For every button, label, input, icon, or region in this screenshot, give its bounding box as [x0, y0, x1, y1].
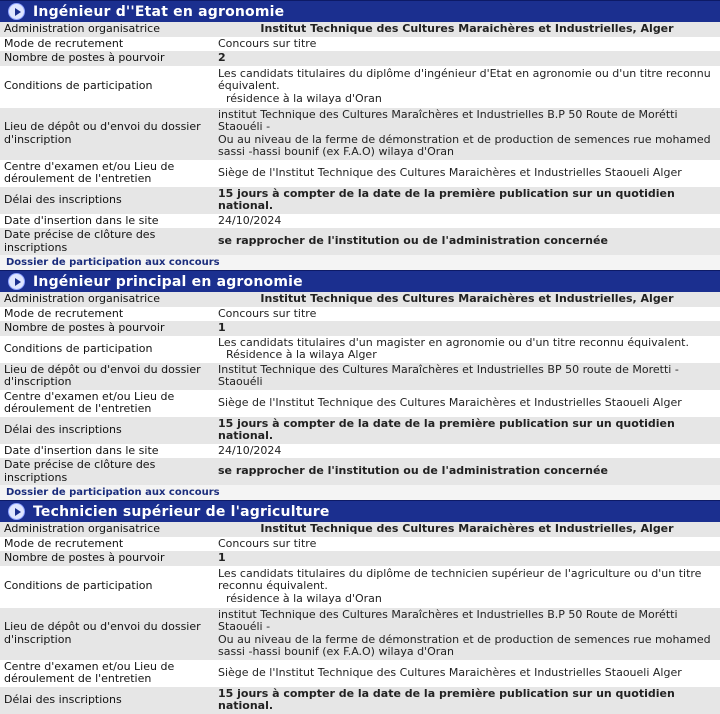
lieu-line: institut Technique des Cultures Maraîchères et Industrielles B.P 50 Route de Morétti Staouéli - — [218, 107, 678, 133]
value-conditions — [214, 566, 720, 608]
value-delai: 15 jours à compter de la date de la première publication sur un quotidien national. — [214, 687, 720, 714]
lieu-line: Ou au niveau de la ferme de démonstration et de production de semences rue mohamed — [218, 632, 711, 646]
label-date-cloture: Date précise de clôture des inscriptions — [0, 458, 214, 485]
label-date-cloture: Date précise de clôture des inscriptions — [0, 228, 214, 255]
value-postes: 1 — [214, 321, 720, 336]
label-conditions: Conditions de participation — [0, 566, 214, 608]
value-lieu-depot — [214, 608, 720, 660]
value-date-cloture: se rapprocher de l'institution ou de l'administration concernée — [214, 228, 720, 255]
section-title: Ingénieur principal en agronomie — [33, 273, 303, 290]
label-lieu-depot: Lieu de dépôt ou d'envoi du dossier d'inscription — [0, 608, 214, 660]
value-delai: 15 jours à compter de la date de la première publication sur un quotidien national. — [214, 187, 720, 214]
label-conditions: Conditions de participation — [0, 336, 214, 363]
value-centre: Siège de l'Institut Technique des Cultures Maraichères et Industrielles Staoueli Alger — [214, 390, 720, 417]
section-title: Ingénieur d''Etat en agronomie — [33, 3, 285, 20]
conditions-line: équivalent. — [218, 79, 280, 93]
value-postes: 1 — [214, 551, 720, 566]
value-lieu-depot — [214, 108, 720, 160]
conditions-line: résidence à la wilaya d'Oran — [226, 591, 382, 605]
job-section-1 — [0, 0, 720, 270]
arrow-circle-icon — [8, 503, 25, 520]
details-table — [0, 22, 720, 255]
lieu-line: sassi -hassi bounif (ex F.A.O) wilaya d'Oran — [218, 645, 454, 658]
dossier-link[interactable]: Dossier de participation aux concours — [0, 485, 720, 500]
dossier-link[interactable]: Dossier de participation aux concours — [0, 255, 720, 270]
label-date-insertion: Date d'insertion dans le site — [0, 444, 214, 459]
conditions-line: Les candidats titulaires d'un magister en agronomie ou d'un titre reconnu équivalent. — [218, 335, 689, 349]
label-lieu-depot: Lieu de dépôt ou d'envoi du dossier d'inscription — [0, 108, 214, 160]
label-centre: Centre d'examen et/ou Lieu de déroulement de l'entretien — [0, 390, 214, 417]
label-admin: Administration organisatrice — [0, 22, 214, 37]
value-date-insertion: 24/10/2024 — [214, 214, 720, 229]
section-header — [0, 0, 720, 22]
section-title: Technicien supérieur de l'agriculture — [33, 503, 330, 520]
value-admin: Institut Technique des Cultures Maraichères et Industrielles, Alger — [214, 22, 720, 37]
label-postes: Nombre de postes à pourvoir — [0, 551, 214, 566]
value-postes: 2 — [214, 51, 720, 66]
value-centre: Siège de l'Institut Technique des Cultures Maraichères et Industrielles Staoueli Alger — [214, 660, 720, 687]
value-lieu-depot: Institut Technique des Cultures Maraîchères et Industrielles BP 50 route de Moretti - Staouéli — [214, 363, 720, 390]
label-centre: Centre d'examen et/ou Lieu de déroulement de l'entretien — [0, 660, 214, 687]
value-mode: Concours sur titre — [214, 537, 720, 552]
job-section-3 — [0, 500, 720, 714]
arrow-circle-icon — [8, 273, 25, 290]
conditions-line: Les candidats titulaires du diplôme de technicien supérieur de l'agriculture ou d'un titre — [218, 566, 702, 580]
label-admin: Administration organisatrice — [0, 292, 214, 307]
label-date-insertion: Date d'insertion dans le site — [0, 214, 214, 229]
arrow-circle-icon — [8, 3, 25, 20]
label-mode: Mode de recrutement — [0, 307, 214, 322]
conditions-line: Les candidats titulaires du diplôme d'ingénieur d'Etat en agronomie ou d'un titre reconnu — [218, 66, 711, 80]
lieu-line: Ou au niveau de la ferme de démonstration et de production de semences rue mohamed — [218, 132, 711, 146]
label-mode: Mode de recrutement — [0, 537, 214, 552]
lieu-line: institut Technique des Cultures Maraîchères et Industrielles B.P 50 Route de Morétti Staouéli - — [218, 607, 678, 633]
label-postes: Nombre de postes à pourvoir — [0, 321, 214, 336]
value-conditions — [214, 66, 720, 108]
label-mode: Mode de recrutement — [0, 37, 214, 52]
label-delai: Délai des inscriptions — [0, 687, 214, 714]
value-admin: Institut Technique des Cultures Maraichères et Industrielles, Alger — [214, 292, 720, 307]
label-lieu-depot: Lieu de dépôt ou d'envoi du dossier d'inscription — [0, 363, 214, 390]
value-delai: 15 jours à compter de la date de la première publication sur un quotidien national. — [214, 417, 720, 444]
job-section-2 — [0, 270, 720, 500]
conditions-line: reconnu équivalent. — [218, 579, 328, 593]
conditions-line: Résidence à la wilaya Alger — [226, 348, 377, 361]
value-date-cloture: se rapprocher de l'institution ou de l'administration concernée — [214, 458, 720, 485]
details-table — [0, 522, 720, 714]
details-table — [0, 292, 720, 485]
value-conditions — [214, 336, 720, 363]
lieu-line: sassi -hassi bounif (ex F.A.O) wilaya d'Oran — [218, 145, 454, 158]
label-centre: Centre d'examen et/ou Lieu de déroulement de l'entretien — [0, 160, 214, 187]
label-conditions: Conditions de participation — [0, 66, 214, 108]
conditions-line: résidence à la wilaya d'Oran — [226, 91, 382, 105]
value-mode: Concours sur titre — [214, 307, 720, 322]
label-delai: Délai des inscriptions — [0, 417, 214, 444]
label-postes: Nombre de postes à pourvoir — [0, 51, 214, 66]
label-delai: Délai des inscriptions — [0, 187, 214, 214]
section-header — [0, 270, 720, 292]
label-admin: Administration organisatrice — [0, 522, 214, 537]
value-mode: Concours sur titre — [214, 37, 720, 52]
value-centre: Siège de l'Institut Technique des Cultures Maraichères et Industrielles Staoueli Alger — [214, 160, 720, 187]
section-header — [0, 500, 720, 522]
value-date-insertion: 24/10/2024 — [214, 444, 720, 459]
value-admin: Institut Technique des Cultures Maraichères et Industrielles, Alger — [214, 522, 720, 537]
